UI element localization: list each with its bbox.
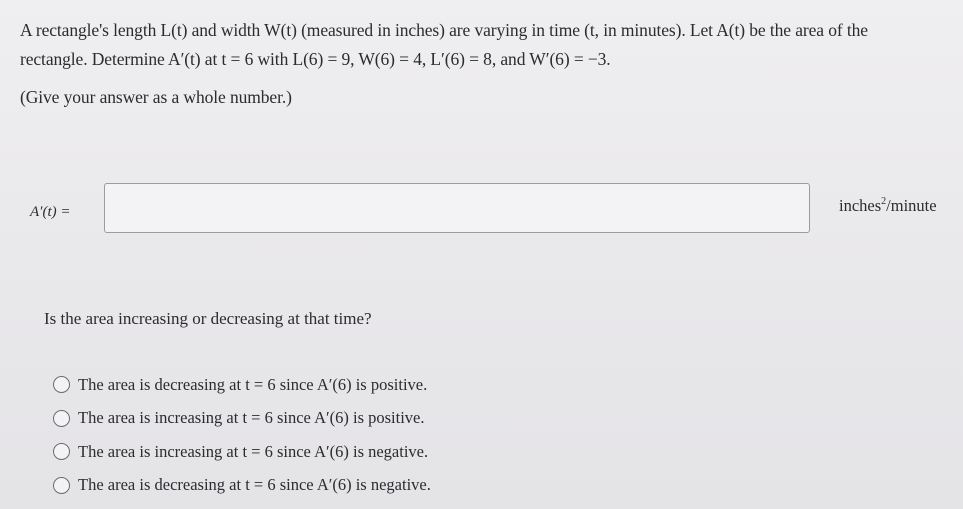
units-main: inches [839, 196, 882, 215]
question-prompt: Is the area increasing or decreasing at that time? [44, 309, 372, 328]
problem-line-2: rectangle. Determine A′(t) at t = 6 with L(6) = 9, W(6) = 4, L′(6) = 8, and W′(6) = −3. [20, 49, 611, 69]
answer-label: A′(t) = [30, 204, 71, 220]
units-exponent: 2 [881, 196, 887, 207]
problem-line-1: A rectangle's length L(t) and width W(t) (measured in inches) are varying in time (t, in minutes). Let A(t) be the area of the [20, 20, 868, 40]
units-tail: /minute [886, 196, 937, 215]
option-label: The area is increasing at t = 6 since A′(6) is positive. [78, 408, 425, 428]
radio-button-icon[interactable] [53, 376, 70, 393]
answer-format-note: (Give your answer as a whole number.) [20, 87, 292, 107]
option-increasing-negative[interactable] [53, 435, 431, 469]
option-label: The area is decreasing at t = 6 since A′(6) is negative. [78, 475, 431, 495]
answer-input[interactable] [104, 183, 810, 233]
option-increasing-positive[interactable] [53, 402, 431, 436]
radio-button-icon[interactable] [53, 443, 70, 460]
option-label: The area is decreasing at t = 6 since A′(6) is positive. [78, 374, 428, 394]
radio-group [53, 368, 431, 502]
answer-units [839, 196, 937, 216]
radio-button-icon[interactable] [53, 477, 70, 494]
option-decreasing-positive[interactable] [53, 368, 431, 402]
option-label: The area is increasing at t = 6 since A′(6) is negative. [78, 441, 429, 461]
radio-button-icon[interactable] [53, 410, 70, 427]
problem-statement [20, 16, 945, 112]
option-decreasing-negative[interactable] [53, 469, 431, 503]
